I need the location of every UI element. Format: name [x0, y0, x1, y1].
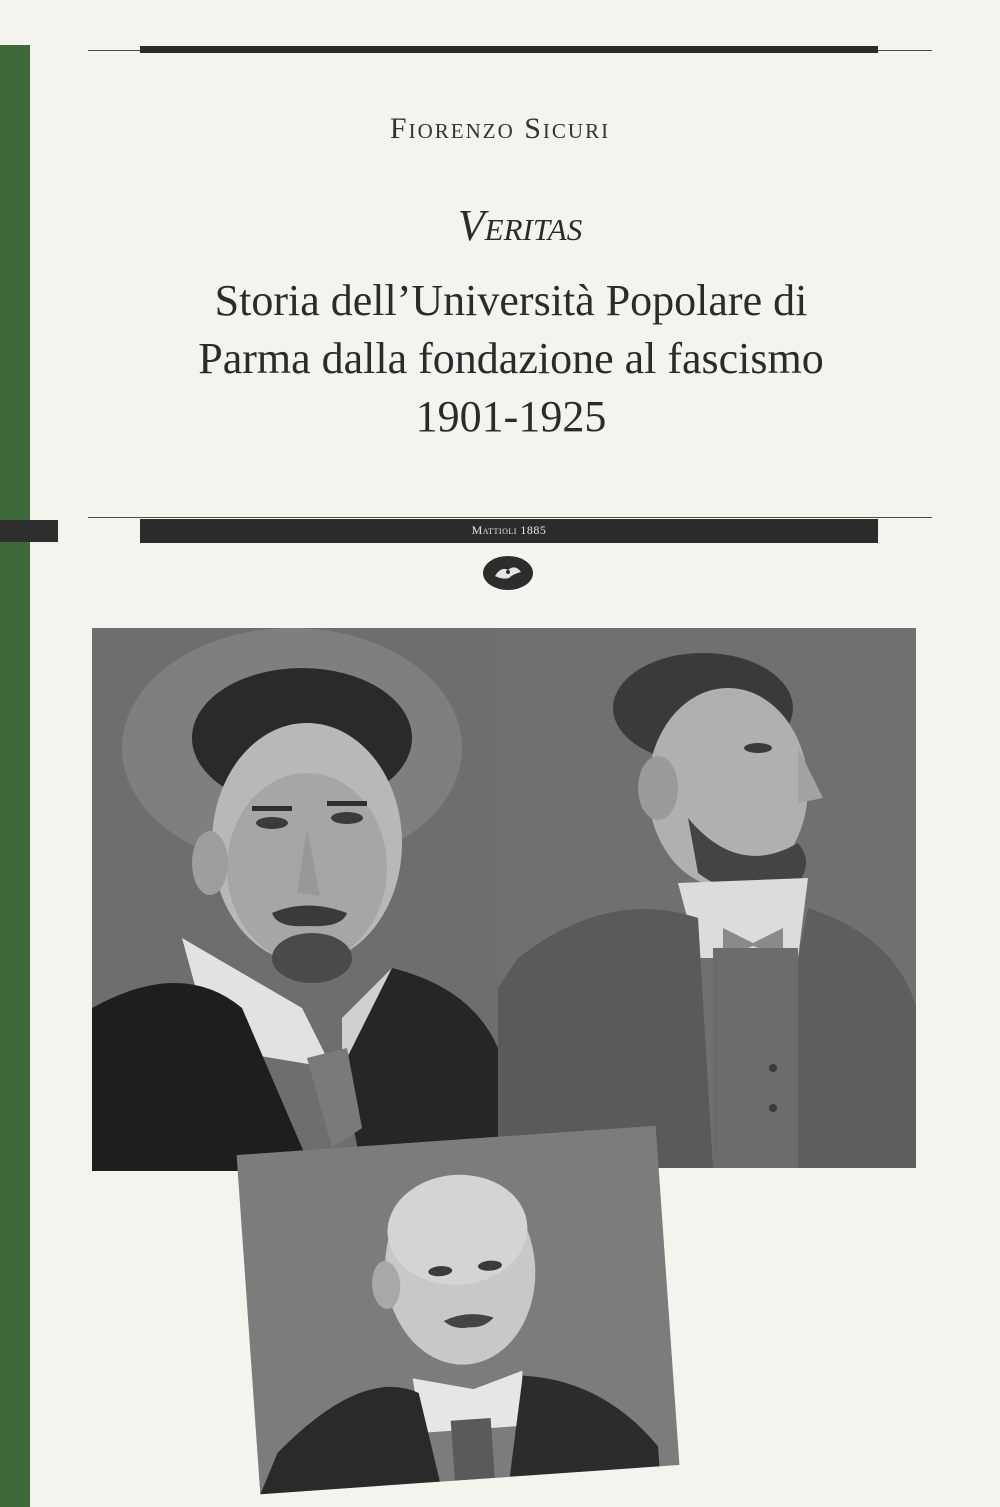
- portrait-right: [498, 628, 916, 1168]
- publisher-logo-icon: [483, 556, 533, 590]
- spine-top-edge: [0, 0, 30, 45]
- book-subtitle: [0, 272, 1000, 446]
- subtitle-line-1: Storia dell’Università Popolare di: [214, 276, 808, 325]
- spine-band: [0, 45, 30, 1507]
- middle-rule-thin: [88, 517, 932, 518]
- top-rule-bar: [140, 46, 878, 53]
- subtitle-line-2: Parma dalla fondazione al fascismo: [198, 334, 824, 383]
- portrait-left: [92, 628, 498, 1171]
- portrait-bottom: [237, 1126, 680, 1494]
- subtitle-line-3: 1901-1925: [415, 392, 607, 441]
- book-title: Veritas: [457, 201, 583, 250]
- spine-mark: [0, 520, 58, 542]
- author-name: Fiorenzo Sicuri: [389, 112, 611, 145]
- publisher-name: Mattioli 1885: [471, 523, 547, 537]
